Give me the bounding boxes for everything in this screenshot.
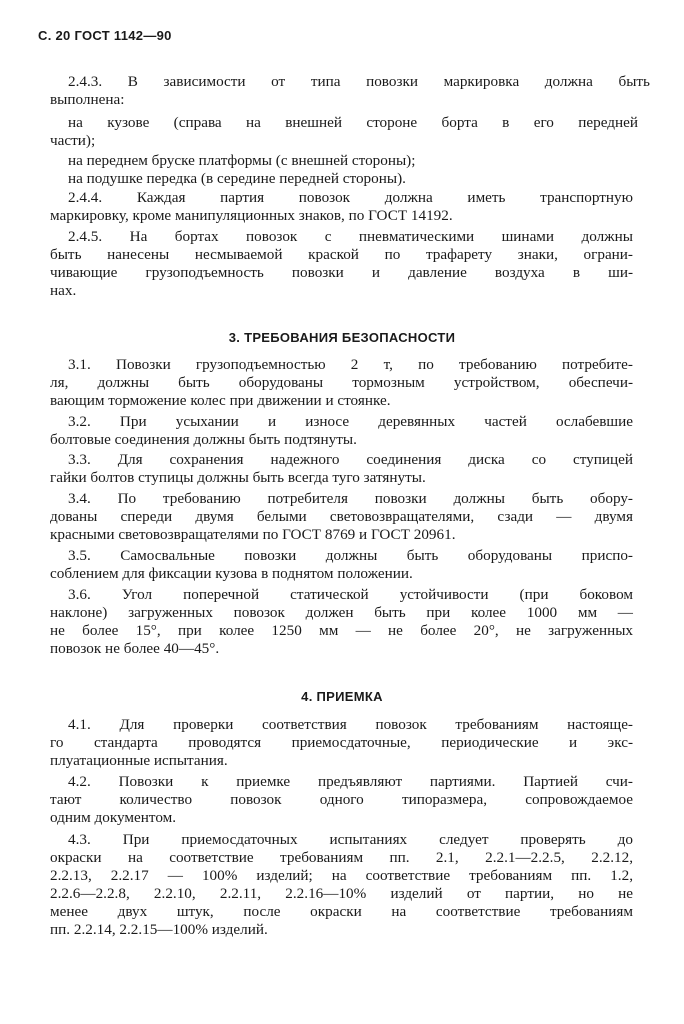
section-title: 3. ТРЕБОВАНИЯ БЕЗОПАСНОСТИ [228,330,456,345]
text-line: красными световозвращателями по ГОСТ 8769 и ГОСТ 20961. [50,526,456,543]
text-line: ля, должны быть оборудованы тормозным устройством, обеспечи- [50,374,633,391]
text-line: 2.2.13, 2.2.17 — 100% изделий; на соответствие требованиям пп. 1.2, [50,867,633,884]
text-line: на переднем бруске платформы (с внешней стороны); [68,152,416,169]
text-line: наклоне) загруженных повозок должен быть при колее 1000 мм — [50,604,633,621]
text-line: на кузове (справа на внешней стороне борта в его передней [68,114,638,131]
text-line: быть нанесены несмываемой краской по трафарету знаки, ограни- [50,246,633,263]
text-line: плуатационные испытания. [50,752,228,769]
text-line: 4.3. При приемосдаточных испытаниях следует проверять до [68,831,633,848]
text-line: вающим торможение колес при движении и стоянке. [50,392,391,409]
text-line: 3.4. По требованию потребителя повозки должны быть обору- [68,490,633,507]
text-line: соблением для фиксации кузова в поднятом положении. [50,565,413,582]
text-line: 2.4.3. В зависимости от типа повозки маркировка должна быть [68,73,650,90]
text-line: 2.4.5. На бортах повозок с пневматическими шинами должны [68,228,633,245]
text-line: не более 15°, при колее 1250 мм — не более 20°, не загруженных [50,622,633,639]
page-header: С. 20 ГОСТ 1142—90 [38,28,172,43]
text-line: менее двух штук, после окраски на соответствие требованиям [50,903,633,920]
text-line: пп. 2.2.14, 2.2.15—100% изделий. [50,921,268,938]
section-title: 4. ПРИЕМКА [301,689,383,704]
text-line: выполнена: [50,91,125,108]
text-line: на подушке передка (в середине передней стороны). [68,170,406,187]
text-line: дованы спереди двумя белыми световозвращателями, сзади — двумя [50,508,633,525]
text-line: 3.3. Для сохранения надежного соединения диска со ступицей [68,451,633,468]
text-line: маркировку, кроме манипуляционных знаков, по ГОСТ 14192. [50,207,453,224]
text-line: 2.2.6—2.2.8, 2.2.10, 2.2.11, 2.2.16—10% изделий от партии, но не [50,885,633,902]
text-line: гайки болтов ступицы должны быть всегда туго затянуты. [50,469,426,486]
text-line: 2.4.4. Каждая партия повозок должна иметь транспортную [68,189,633,206]
text-line: 3.2. При усыхании и износе деревянных частей ослабевшие [68,413,633,430]
text-line: 3.1. Повозки грузоподъемностью 2 т, по требованию потребите- [68,356,633,373]
text-line: части); [50,132,96,149]
text-line: одним документом. [50,809,177,826]
text-line: тают количество повозок одного типоразмера, сопровождаемое [50,791,633,808]
text-line: чивающие грузоподъемность повозки и давление воздуха в ши- [50,264,633,281]
text-line: нах. [50,282,77,299]
text-line: болтовые соединения должны быть подтянуты. [50,431,357,448]
text-line: 3.5. Самосвальные повозки должны быть оборудованы приспо- [68,547,633,564]
text-line: 3.6. Угол поперечной статической устойчивости (при боковом [68,586,633,603]
text-line: 4.1. Для проверки соответствия повозок требованиям настояще- [68,716,633,733]
text-line: окраски на соответствие требованиям пп. 2.1, 2.2.1—2.2.5, 2.2.12, [50,849,633,866]
text-line: го стандарта проводятся приемосдаточные, периодические и экс- [50,734,633,751]
text-line: 4.2. Повозки к приемке предъявляют партиями. Партией счи- [68,773,633,790]
text-line: повозок не более 40—45°. [50,640,220,657]
